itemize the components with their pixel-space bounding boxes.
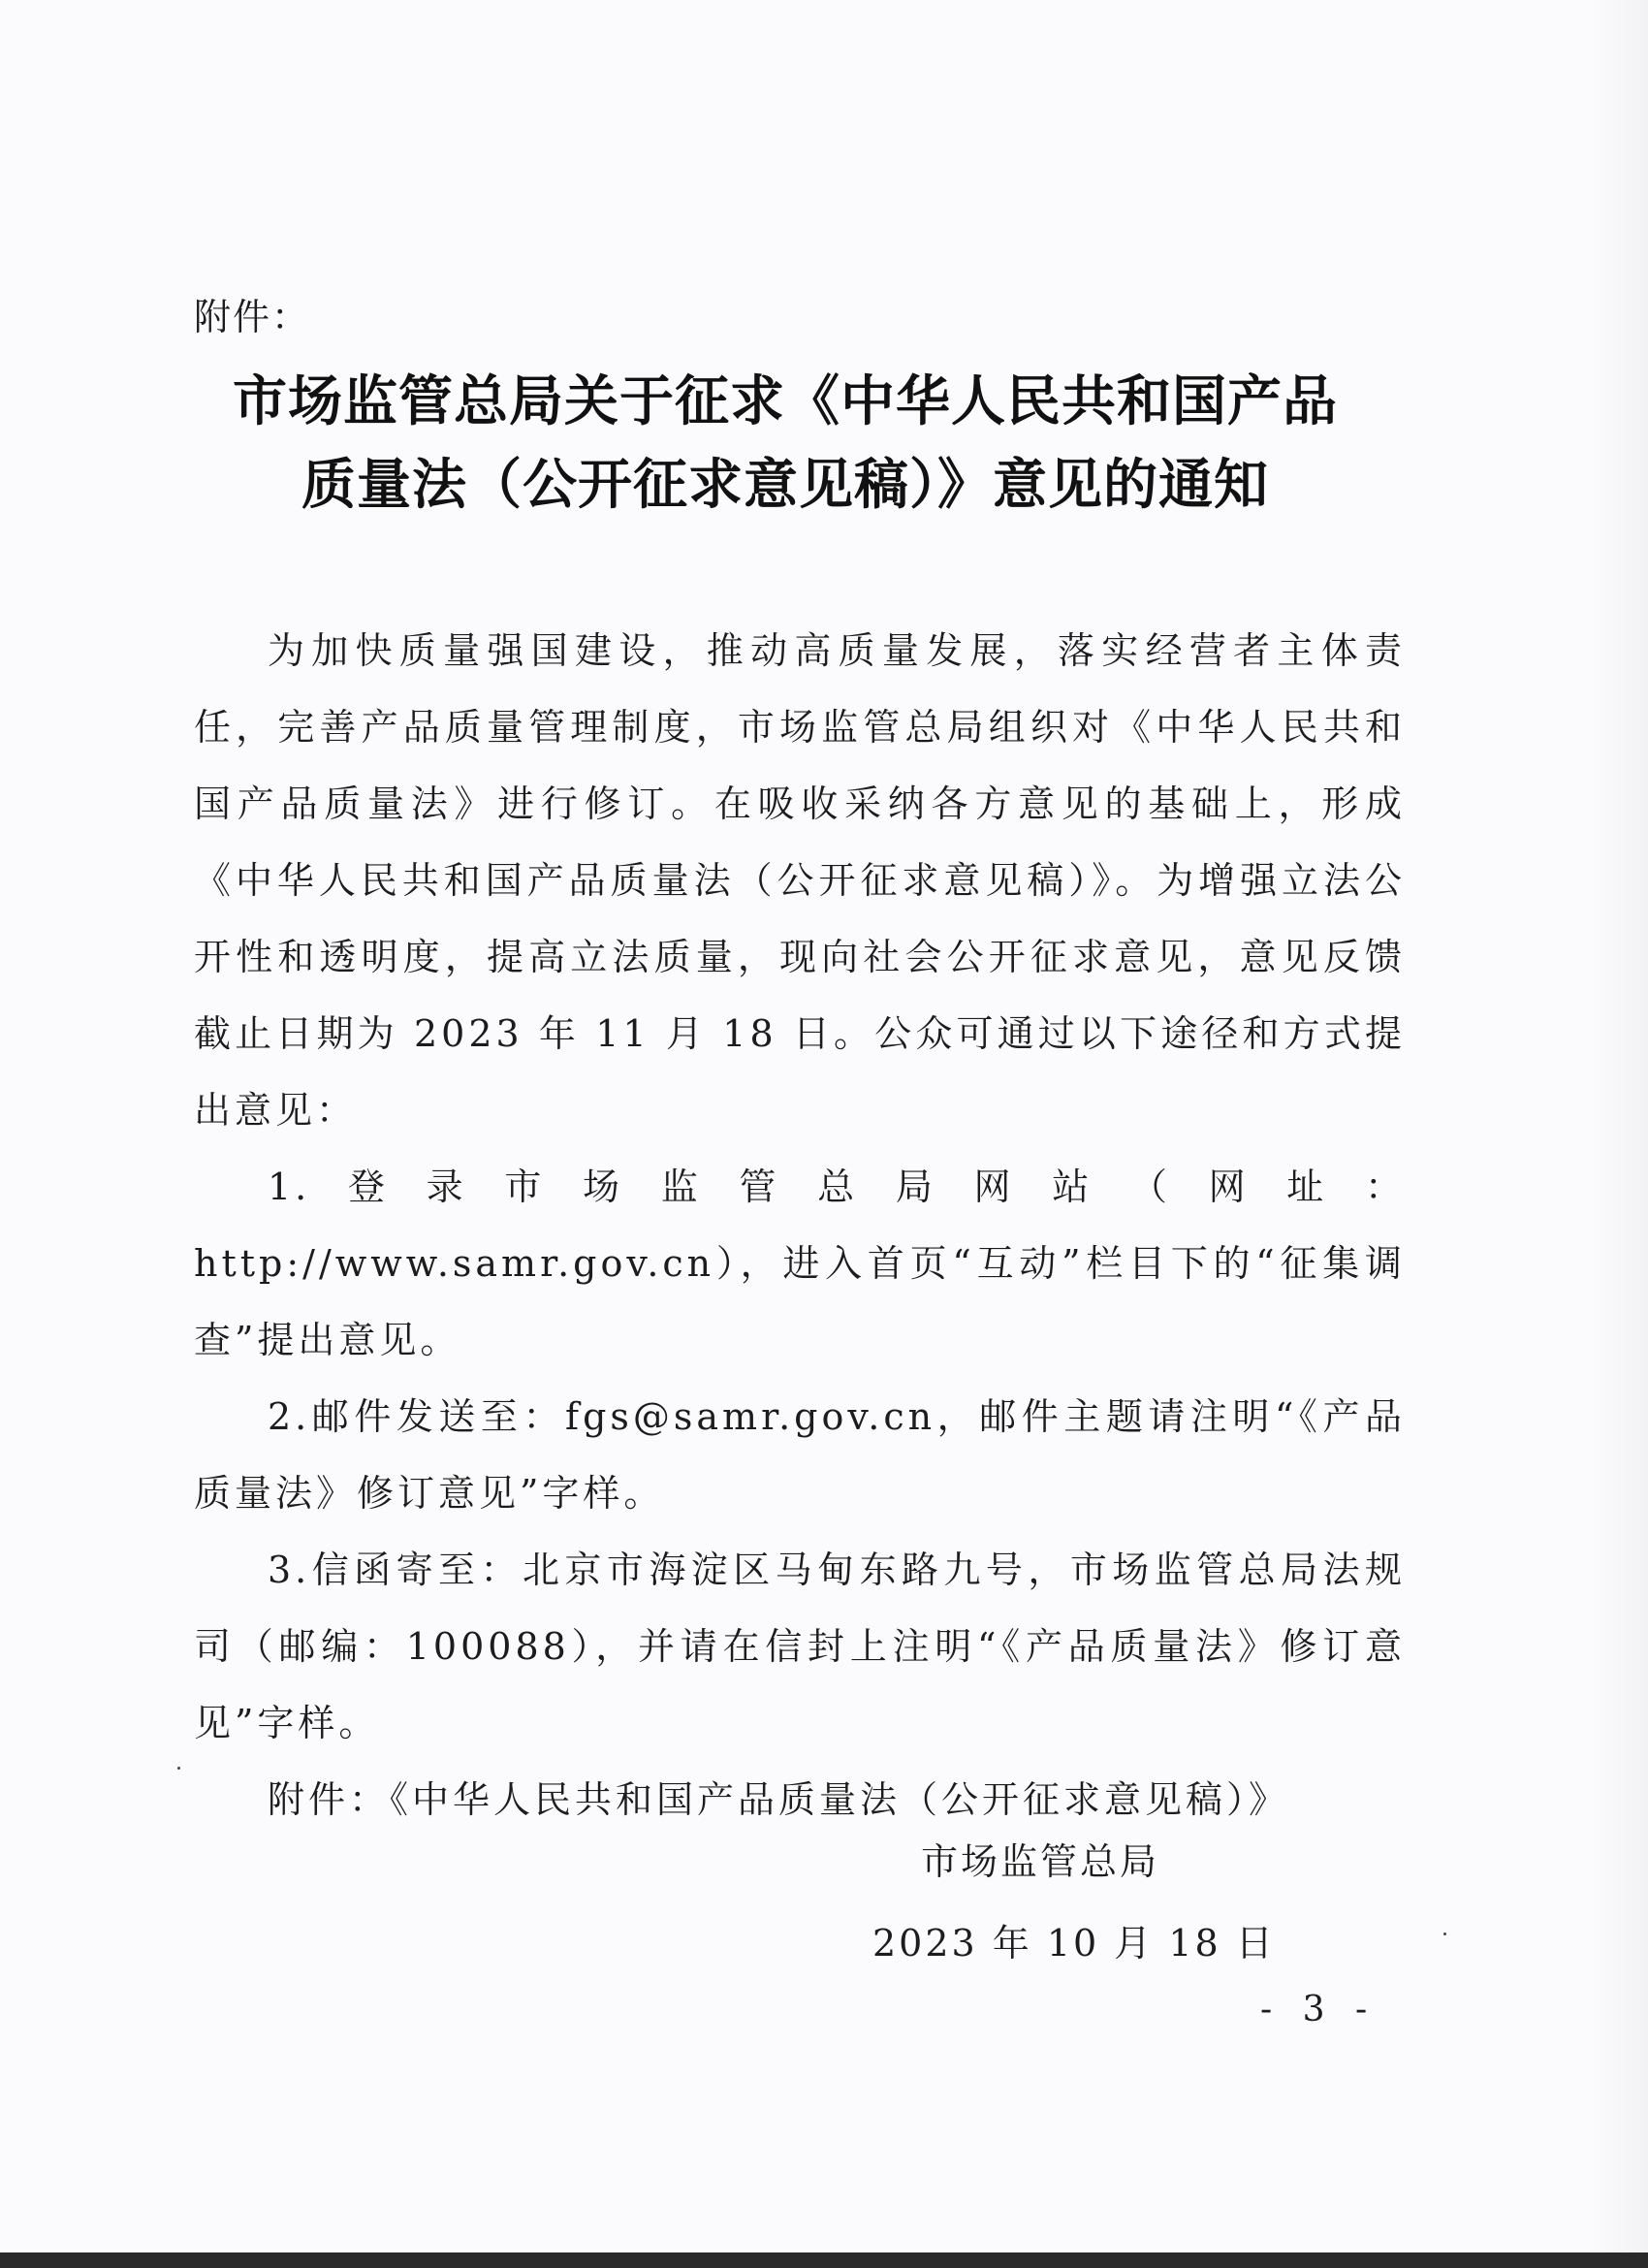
item-letter: 3.信函寄至：北京市海淀区马甸东路九号，市场监管总局法规司（邮编：100088），并请在信封上注明“《产品质量法》修订意见”字样。 [194,1549,1406,1744]
issuing-organization: 市场监管总局 [921,1840,1160,1883]
item-email: 2.邮件发送至：fgs@samr.gov.cn，邮件主题请注明“《产品质量法》修订意见”字样。 [194,1395,1406,1515]
intro-paragraph: 为加快质量强国建设，推动高质量发展，落实经营者主体责任，完善产品质量管理制度，市场监管总局组织对《中华人民共和国产品质量法》进行修订。在吸收采纳各方意见的基础上，形成《中华人民共和国产品质量法（公开征求意见稿）》。为增强立法公开性和透明度，提高立法质量，现向社会公开征求意见，意见反馈截止日期为 2023 年 11 月 18 日。公众可通过以下途径和方式提出意见： [194,629,1406,1132]
title-line-1: 市场监管总局关于征求《中华人民共和国产品 [233,370,1338,433]
document-body [194,613,1406,1838]
scan-speck [177,1767,180,1770]
issue-date: 2023 年 10 月 18 日 [872,1922,1276,1965]
scan-border [0,2252,1648,2268]
scan-speck [1443,1933,1446,1935]
scan-edge [1590,0,1648,2268]
title-line-2: 质量法（公开征求意见稿）》意见的通知 [301,454,1269,517]
attachment-reference: 附件：《中华人民共和国产品质量法（公开征求意见稿）》 [268,1778,1290,1821]
document-title [155,361,1415,527]
attachment-label: 附件： [194,296,311,338]
signature-block [872,1821,1280,1984]
page-number: - 3 - [1260,1990,1378,2029]
item-website: 1.登录市场监管总局网站（网址：http://www.samr.gov.cn），进入首页“互动”栏目下的“征集调查”提出意见。 [194,1166,1406,1361]
